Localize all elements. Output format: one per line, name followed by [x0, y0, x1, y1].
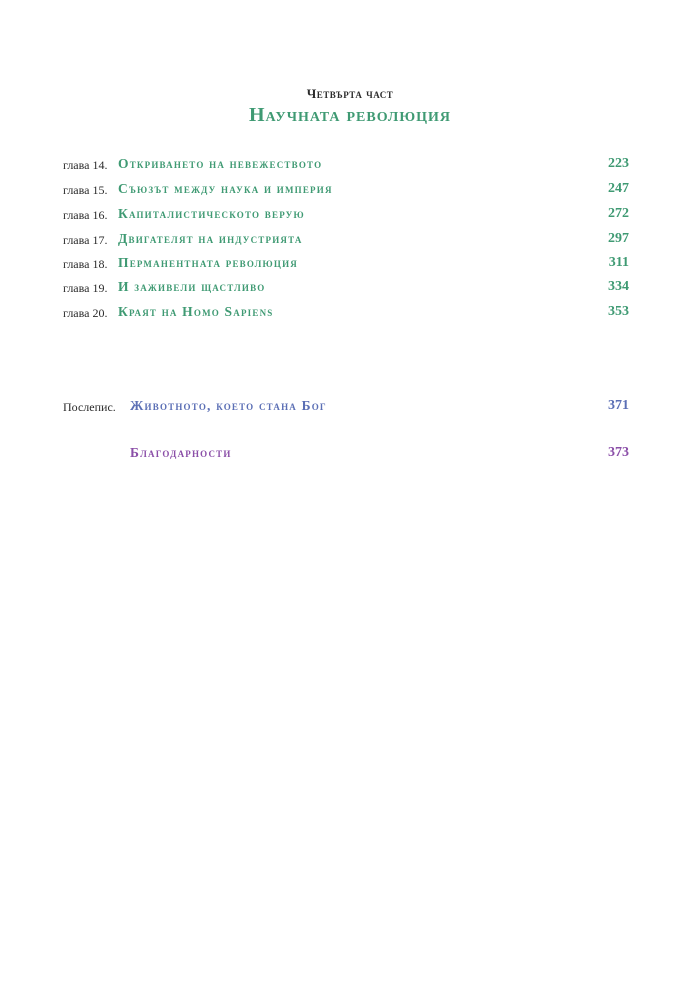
toc-entry[interactable] [63, 181, 629, 199]
chapter-page: 223 [608, 156, 629, 171]
part-title: Научната революция [248, 104, 451, 126]
chapter-page: 272 [608, 206, 629, 221]
chapter-title[interactable]: Перманентната революция [118, 255, 298, 270]
chapter-prefix: глава 17. [63, 233, 108, 247]
chapter-page: 247 [608, 181, 629, 196]
toc-entry[interactable] [63, 206, 629, 224]
chapter-title[interactable]: И заживели щастливо [118, 279, 266, 294]
chapter-page: 353 [608, 304, 629, 319]
acknowledgements-page: 373 [608, 445, 629, 460]
toc-entry-afterword[interactable] [63, 398, 629, 416]
toc-entry[interactable] [63, 304, 629, 322]
afterword-title[interactable]: Животното, което стана Бог [130, 398, 327, 413]
chapter-title[interactable]: Двигателят на индустрията [118, 231, 303, 246]
toc-entry-acknowledgements[interactable] [63, 445, 629, 463]
toc-entry[interactable] [63, 279, 629, 297]
acknowledgements-title[interactable]: Благодарности [130, 445, 232, 460]
chapter-title[interactable]: Откриването на невежеството [118, 156, 323, 171]
chapter-prefix: глава 18. [63, 257, 108, 271]
chapter-page: 334 [608, 279, 629, 294]
chapter-prefix: глава 16. [63, 208, 108, 222]
chapter-prefix: глава 15. [63, 183, 108, 197]
chapter-title[interactable]: Краят на Homo Sapiens [118, 304, 274, 319]
toc-entry[interactable] [63, 255, 629, 273]
toc-entry[interactable] [63, 156, 629, 174]
afterword-prefix: Послепис. [63, 400, 116, 414]
part-label: Четвърта част [306, 86, 394, 101]
chapter-page: 297 [608, 231, 629, 246]
chapter-prefix: глава 20. [63, 306, 108, 320]
chapter-page: 311 [608, 255, 629, 270]
afterword-page: 371 [608, 398, 629, 413]
chapter-prefix: глава 14. [63, 158, 108, 172]
toc-entry[interactable] [63, 231, 629, 249]
chapter-title[interactable]: Капиталистическото верую [118, 206, 305, 221]
chapter-title[interactable]: Съюзът между наука и империя [118, 181, 333, 196]
chapter-prefix: глава 19. [63, 281, 108, 295]
